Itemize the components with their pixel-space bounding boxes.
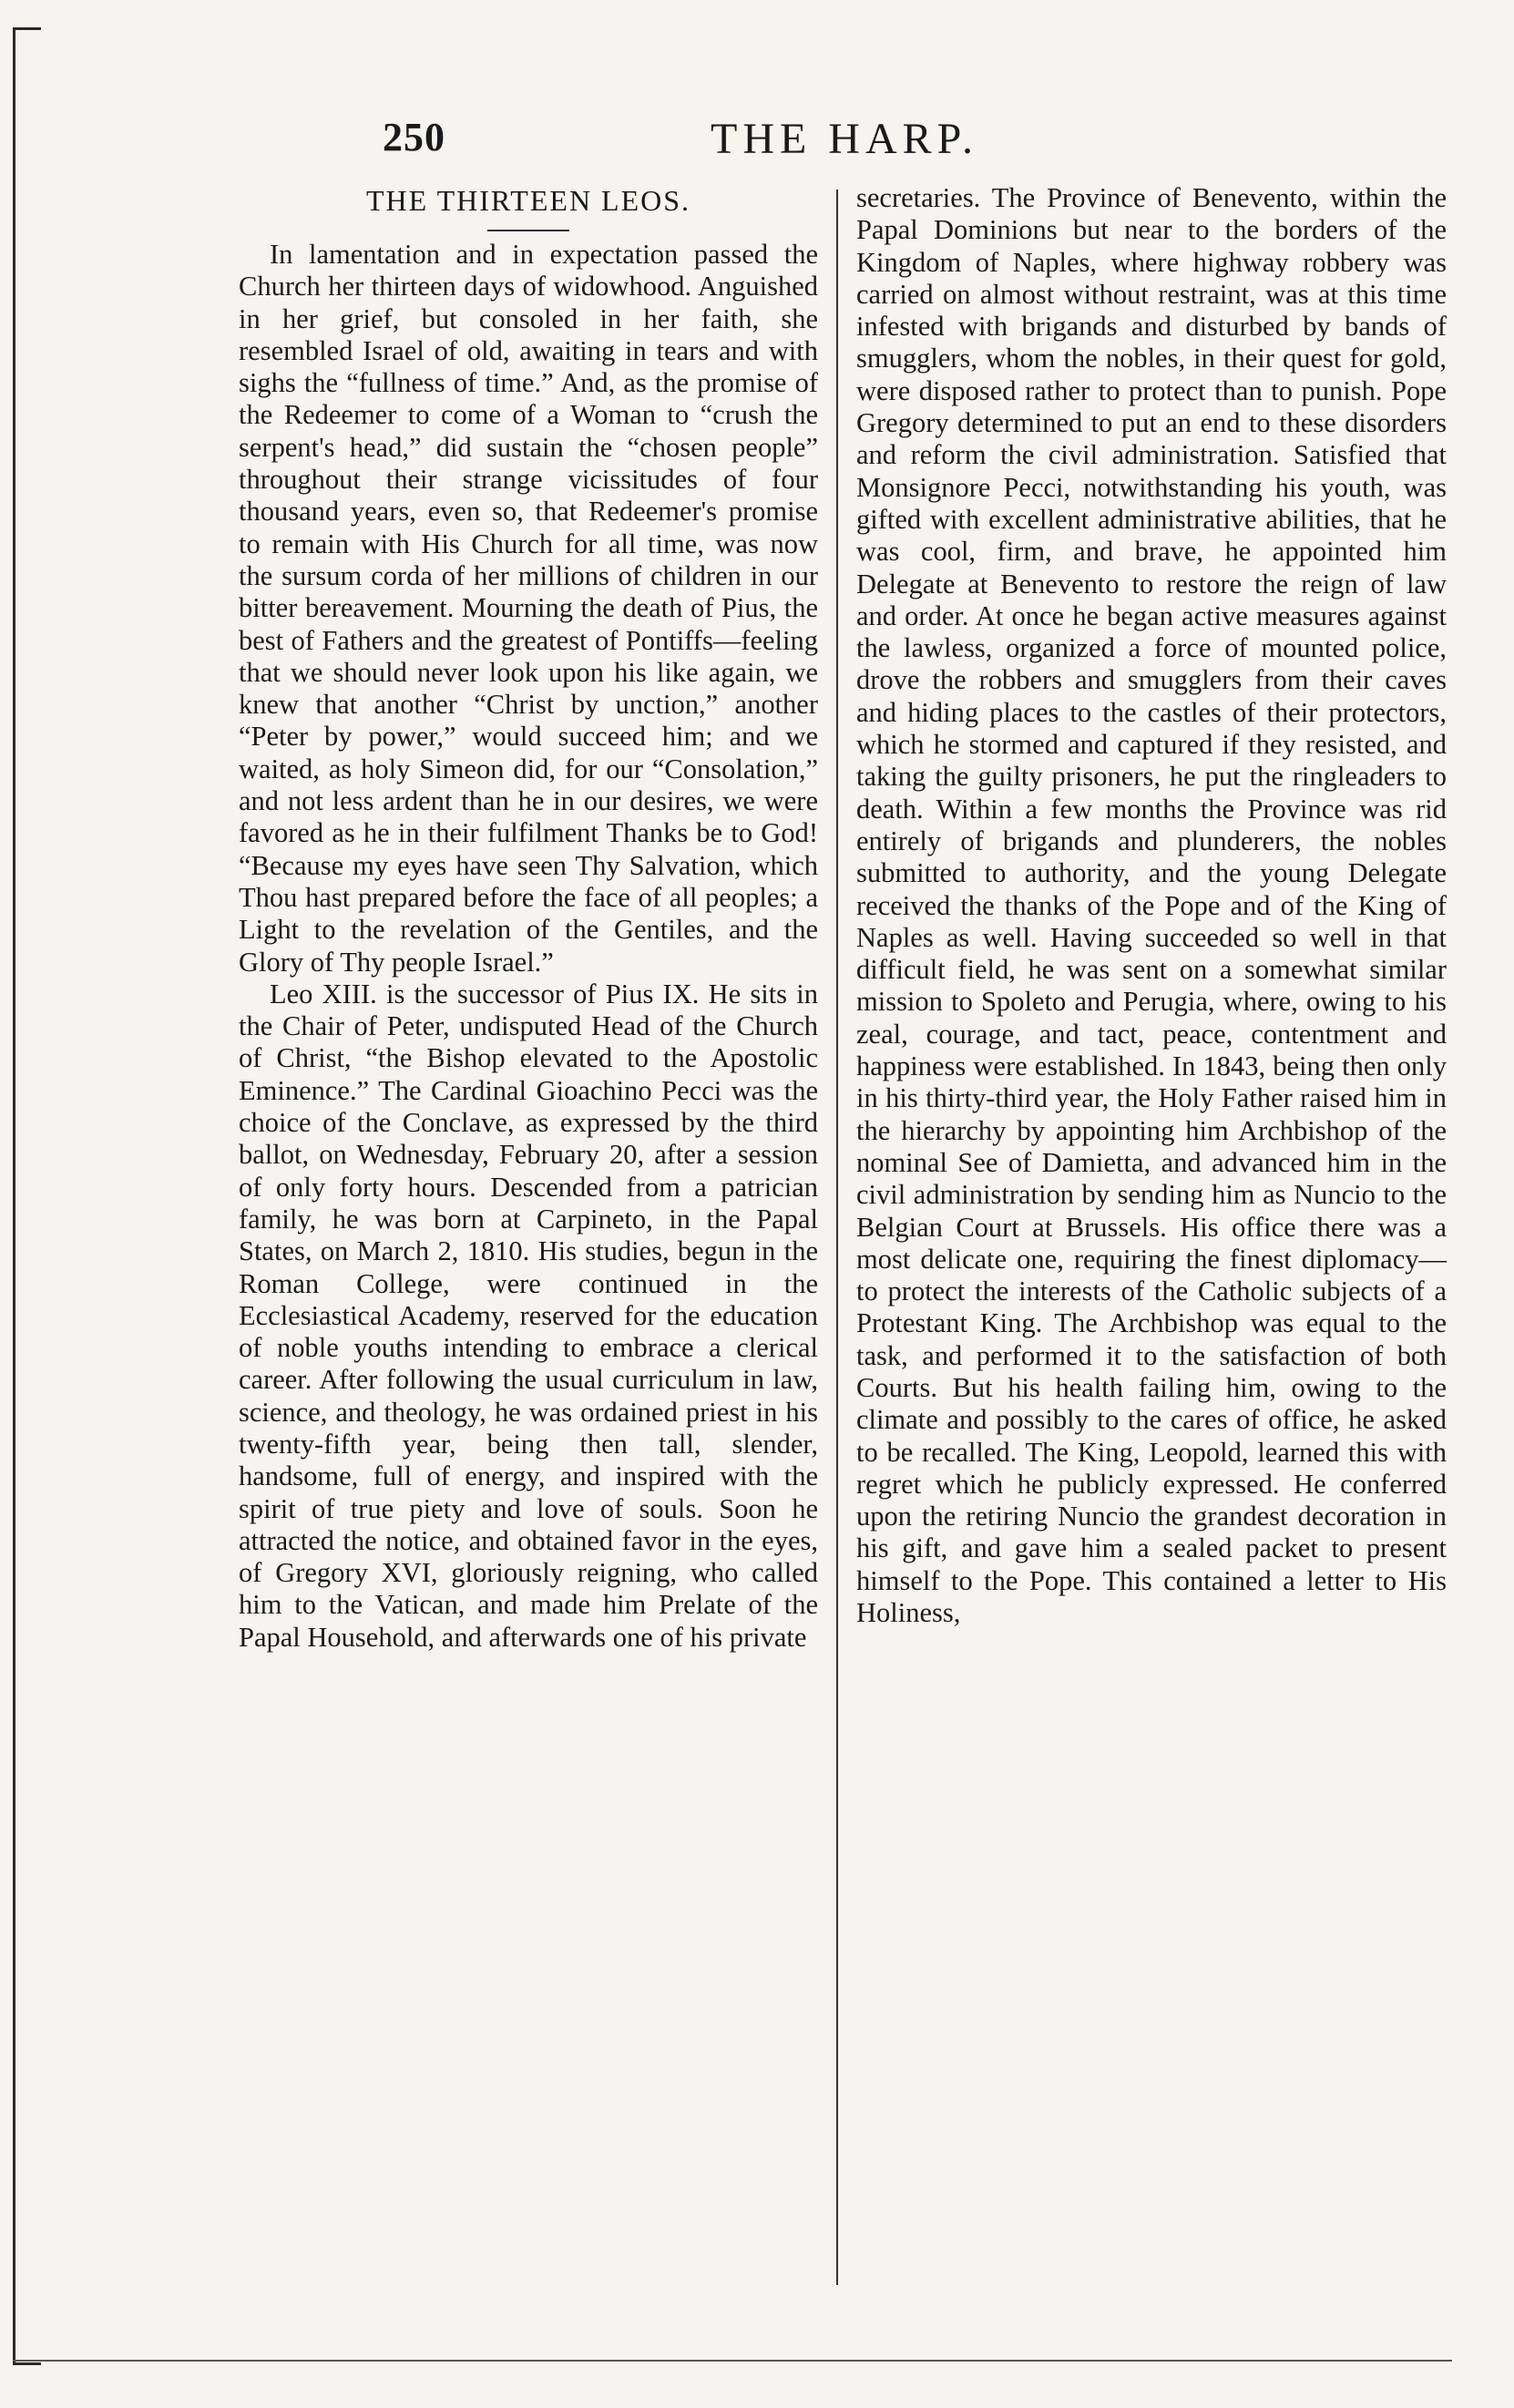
right-column [856,182,1447,1629]
title-rule [487,230,569,231]
article-title: THE THIRTEEN LEOS. [365,184,691,217]
page-border-left [13,27,41,2365]
page-header [383,114,1458,178]
paragraph-lamentation: In lamentation and in expectation passed the Church her thirteen days of widowhood. Anguished in her grief, but consoled in her faith, she resembled Israel of old, awaiting in tears and with sighs the “fullness of time.” And, as the promise of the Redeemer to come of a Woman to “crush the serpent's head,” did sustain the “chosen people” throughout their strange vicissitudes of four thousand years, even so, that Redeemer's promise to remain with His Church for all time, was now the sursum corda of her millions of children in our bitter bereavement. Mourning the death of Pius, the best of Fathers and the greatest of Pontiffs—feeling that we should never look upon his like again, we knew that another “Christ by unction,” another “Peter by power,” would succeed him; and we waited, as holy Simeon did, for our “Consolation,” and not less ardent than he in our desires, we were favored as he in their fulfilment Thanks be to God! “Because my eyes have seen Thy Salvation, which Thou hast prepared before the face of all peoples; a Light to the revelation of the Gentiles, and the Glory of Thy people Israel.” [239,239,818,978]
paragraph-continued: secretaries. The Province of Benevento, within the Papal Dominions but near to the borders of the Kingdom of Naples, where highway robbery was carried on almost without restraint, was at this time infested with brigands and disturbed by bands of smugglers, whom the nobles, in their quest for gold, were disposed rather to protect than to punish. Pope Gregory determined to put an end to these disorders and reform the civil administration. Satisfied that Monsignore Pecci, notwithstanding his youth, was gifted with excellent administrative abilities, that he was cool, firm, and brave, he appointed him Delegate at Benevento to restore the reign of law and order. At once he began active measures against the lawless, organized a force of mounted police, drove the robbers and smugglers from their caves and hiding places to the castles of their protectors, which he stormed and captured if they resisted, and taking the guilty prisoners, he put the ringleaders to death. Within a few months the Province was rid entirely of brigands and plunderers, the nobles submitted to authority, and the young Delegate received the thanks of the Pope and of the King of Naples as well. Having succeeded so well in that difficult field, he was sent on a somewhat similar mission to Spoleto and Perugia, where, owing to his zeal, courage, and tact, peace, contentment and happiness were established. In 1843, being then only in his thirty-third year, the Holy Father raised him in the hierarchy by appointing him Archbishop of the nominal See of Damietta, and advanced him in the civil administration by sending him as Nuncio to the Belgian Court at Brussels. His office there was a most delicate one, requiring the finest diplomacy—to protect the interests of the Catholic subjects of a Protestant King. The Archbishop was equal to the task, and performed it to the satisfaction of both Courts. But his health failing him, owing to the climate and possibly to the cares of office, he asked to be recalled. The King, Leopold, learned this with regret which he publicly expressed. He conferred upon the retiring Nuncio the grandest decoration in his gift, and gave him a sealed packet to present himself to the Pope. This contained a letter to His Holiness, [856,182,1447,1629]
page-number: 250 [383,115,445,159]
running-title: THE HARP. [711,115,979,163]
page-border-bottom [13,2360,1452,2362]
column-rule [836,190,838,2285]
left-column [239,182,818,1654]
paragraph-leo-xiii: Leo XIII. is the successor of Pius IX. He sits in the Chair of Peter, undisputed Head of the Church of Christ, “the Bishop elevated to the Apostolic Eminence.” The Cardinal Gioachino Pecci was the choice of the Conclave, as expressed by the third ballot, on Wednesday, February 20, after a session of only forty hours. Descended from a patrician family, he was born at Carpineto, in the Papal States, on March 2, 1810. His studies, begun in the Roman College, were continued in the Ecclesiastical Academy, reserved for the education of noble youths intending to embrace a clerical career. After following the usual curriculum in law, science, and theology, he was ordained priest in his twenty-fifth year, being then tall, slender, handsome, full of energy, and inspired with the spirit of true piety and love of souls. Soon he attracted the notice, and obtained favor in the eyes, of Gregory XVI, gloriously reigning, who called him to the Vatican, and made him Prelate of the Papal Household, and afterwards one of his private [239,978,818,1653]
